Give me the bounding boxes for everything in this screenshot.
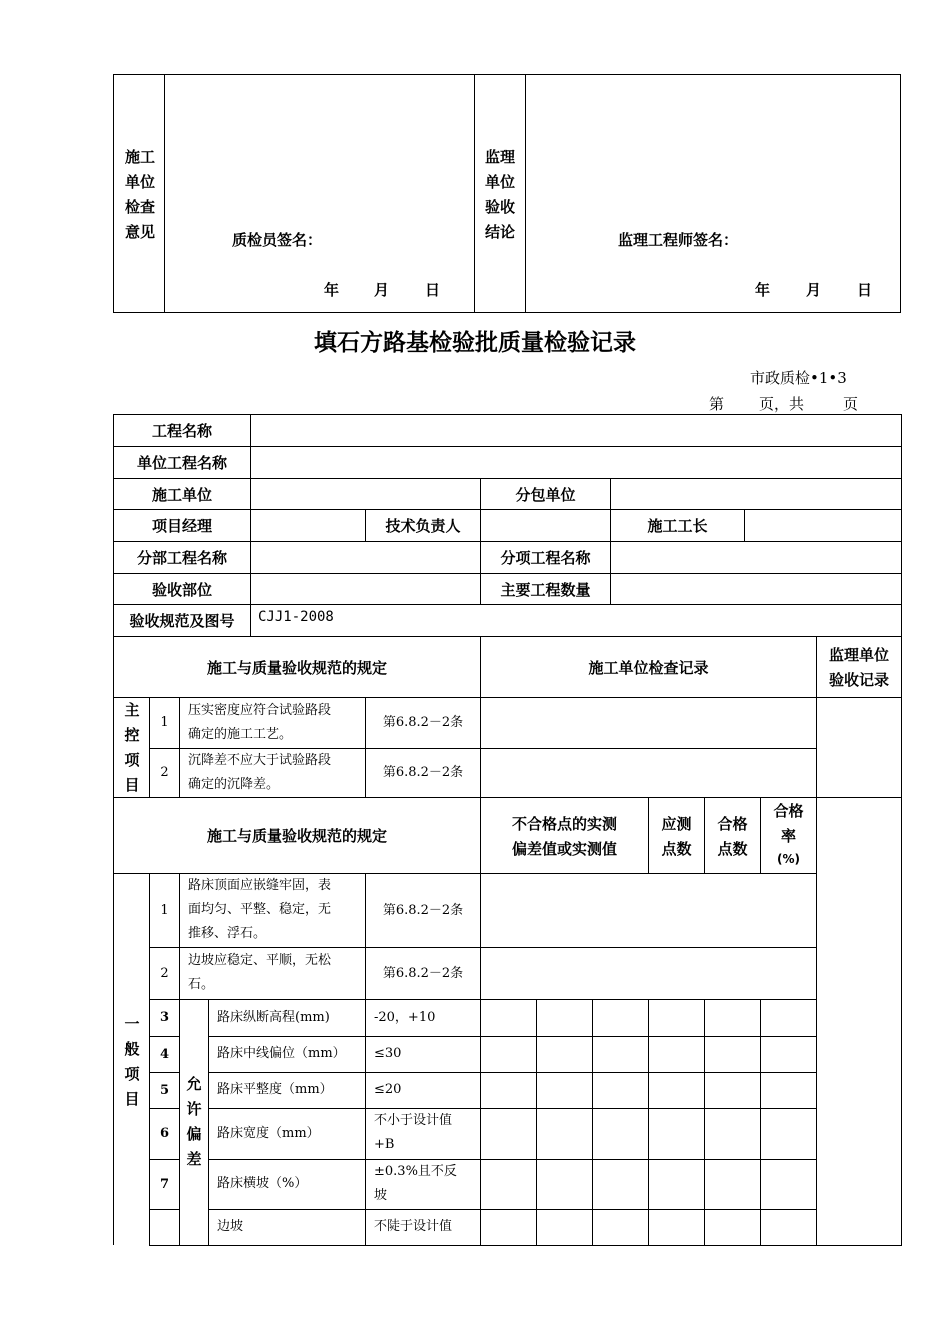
label-subcontractor: 分包单位 [515,485,576,504]
supervision-conclusion-label: 监理 单位 验收 结论 [484,148,515,241]
right-date-day: 日 [857,281,873,299]
header2-points: 应测 点数 [661,815,692,858]
allowed-deviation-label: 允 许 偏 差 [186,1075,202,1168]
label-spec: 验收规范及图号 [129,612,235,630]
label-main-quantity: 主要工程数量 [500,580,591,599]
label-construction-unit: 施工单位 [151,485,212,504]
label-project-manager: 项目经理 [151,517,212,535]
label-project-name: 工程名称 [151,422,212,440]
label-subitem-name: 分项工程名称 [500,549,591,567]
left-date-year: 年 [324,281,340,299]
right-date-month: 月 [806,281,822,299]
general-items-label: 一 般 项 目 [124,1015,140,1108]
construction-opinion-label: 施工 单位 检查 意见 [124,148,155,241]
inspector-signature-label: 质检员签名： [232,231,323,249]
label-foreman: 施工工长 [647,517,708,535]
label-tech-lead: 技术负责人 [385,517,461,535]
header-check-record: 施工单位检查记录 [588,658,709,677]
spec-value: CJJ1-2008 [258,609,334,625]
header2-rate: 合格 率 (%) [773,802,804,866]
label-unit-project-name: 单位工程名称 [136,454,227,472]
label-acceptance-part: 验收部位 [151,580,212,599]
form-code: 市政质检•1•3 [750,369,847,387]
header-rules: 施工与质量验收规范的规定 [206,658,387,677]
document-title: 填石方路基检验批质量检验记录 [314,330,636,356]
main-control-label: 主 控 项 目 [124,701,140,794]
header-supervision-record: 监理单位 验收记录 [828,646,889,689]
left-date-month: 月 [374,281,390,299]
header2-rules: 施工与质量验收规范的规定 [206,827,387,845]
label-division-name: 分部工程名称 [136,549,227,567]
engineer-signature-label: 监理工程师签名： [618,231,739,249]
right-date-year: 年 [755,281,771,299]
header2-measured: 不合格点的实测 偏差值或实测值 [511,815,617,858]
header2-qualified: 合格 点数 [717,815,748,858]
left-date-day: 日 [425,281,441,299]
